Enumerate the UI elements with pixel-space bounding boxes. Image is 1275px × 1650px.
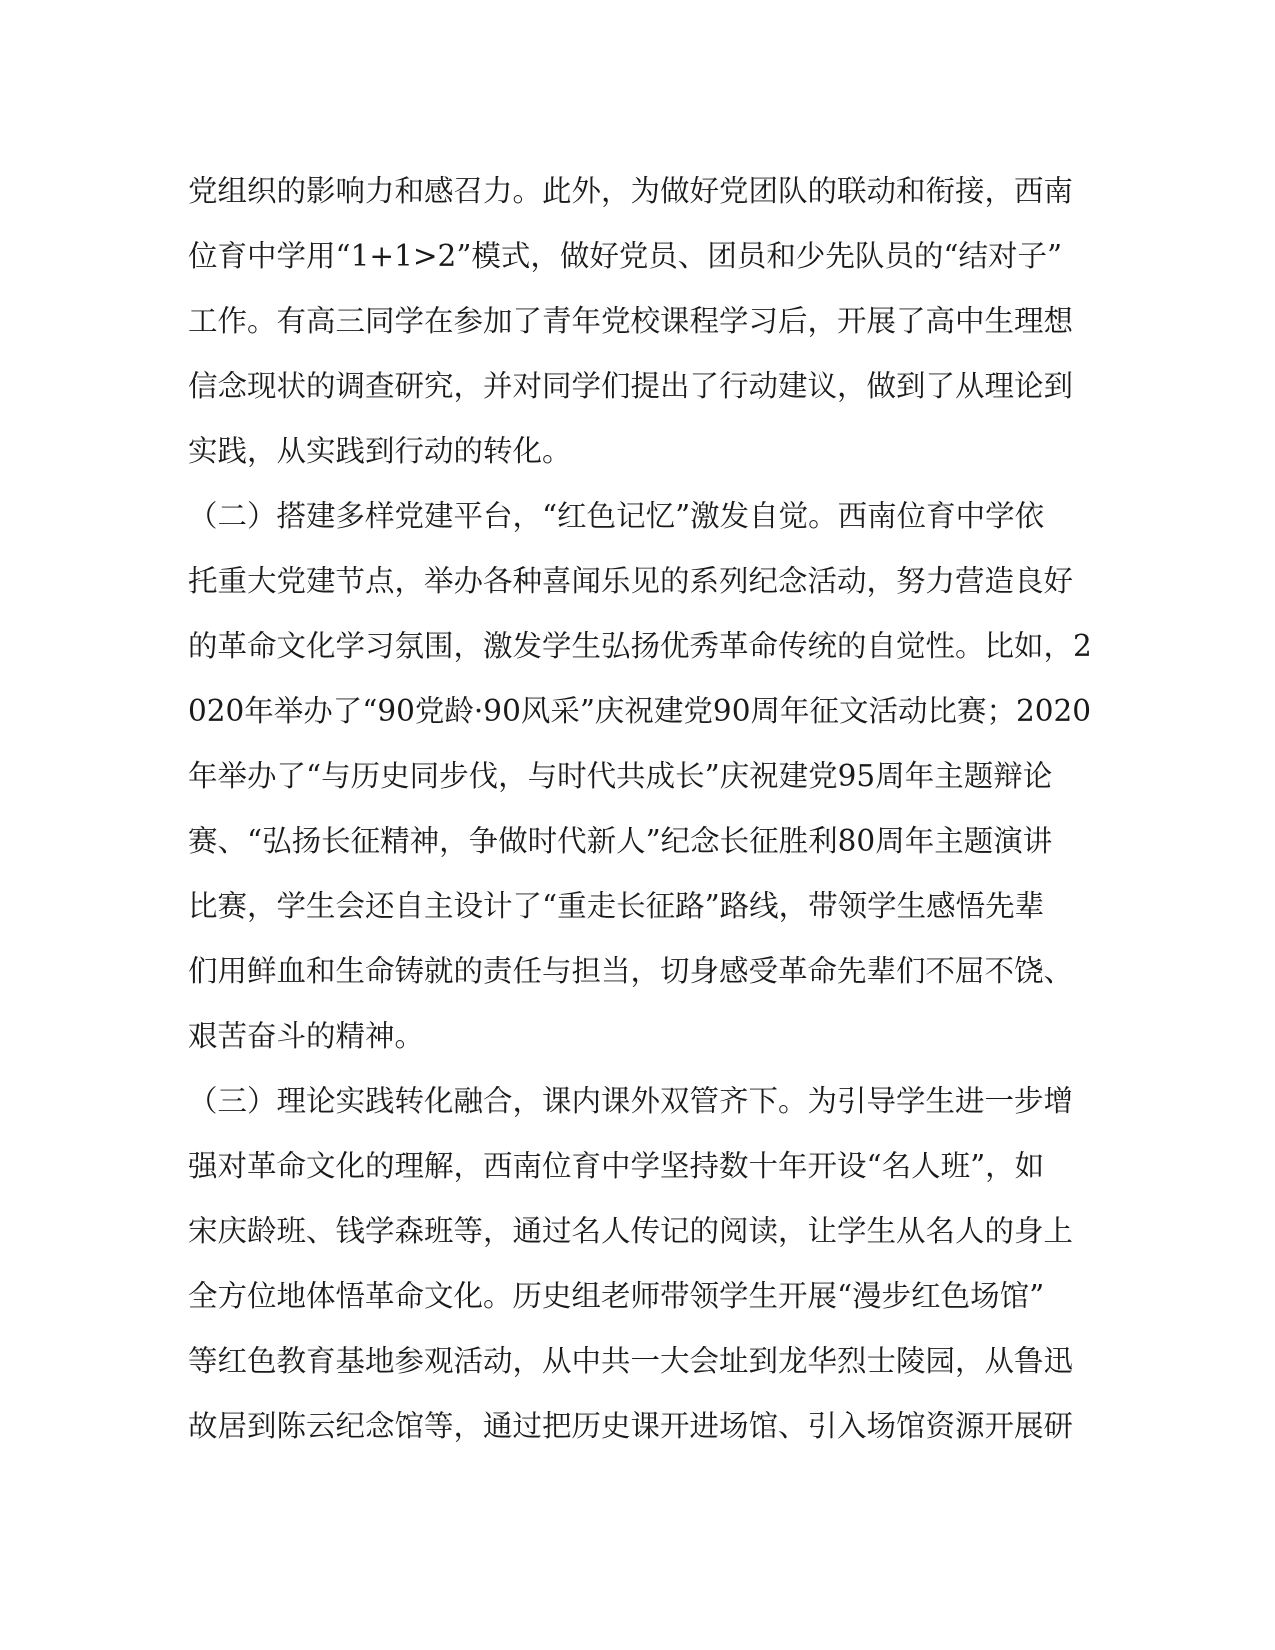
text-line: （三）理论实践转化融合，课内课外双管齐下。为引导学生进一步增 [188, 1084, 1074, 1118]
text-line: 托重大党建节点，举办各种喜闻乐见的系列纪念活动，努力营造良好 [188, 564, 1074, 598]
text-line: 实践，从实践到行动的转化。 [188, 434, 572, 468]
text-line: 强对革命文化的理解，西南位育中学坚持数十年开设“名人班”，如 [188, 1149, 1045, 1183]
text-line: （二）搭建多样党建平台，“红色记忆”激发自觉。西南位育中学依 [188, 499, 1045, 533]
text-line: 位育中学用“1+1>2”模式，做好党员、团员和少先队员的“结对子” [188, 239, 1063, 273]
text-line: 党组织的影响力和感召力。此外，为做好党团队的联动和衔接，西南 [188, 174, 1074, 208]
text-line: 信念现状的调查研究，并对同学们提出了行动建议，做到了从理论到 [188, 369, 1074, 403]
text-line: 020年举办了“90党龄·90风采”庆祝建党90周年征文活动比赛；2020 [188, 694, 1092, 728]
body-text [188, 159, 1092, 1459]
text-line: 等红色教育基地参观活动，从中共一大会址到龙华烈士陵园，从鲁迅 [188, 1344, 1074, 1378]
text-line: 全方位地体悟革命文化。历史组老师带领学生开展“漫步红色场馆” [188, 1279, 1045, 1313]
text-line: 年举办了“与历史同步伐，与时代共成长”庆祝建党95周年主题辩论 [188, 759, 1053, 793]
text-line: 们用鲜血和生命铸就的责任与担当，切身感受革命先辈们不屈不饶、 [188, 954, 1074, 988]
text-line: 艰苦奋斗的精神。 [188, 1019, 425, 1053]
text-line: 比赛，学生会还自主设计了“重走长征路”路线，带领学生感悟先辈 [188, 889, 1045, 923]
text-line: 赛、“弘扬长征精神，争做时代新人”纪念长征胜利80周年主题演讲 [188, 824, 1053, 858]
text-line: 工作。有高三同学在参加了青年党校课程学习后，开展了高中生理想 [188, 304, 1074, 338]
text-line: 故居到陈云纪念馆等，通过把历史课开进场馆、引入场馆资源开展研 [188, 1409, 1074, 1443]
text-line: 宋庆龄班、钱学森班等，通过名人传记的阅读，让学生从名人的身上 [188, 1214, 1074, 1248]
text-line: 的革命文化学习氛围，激发学生弘扬优秀革命传统的自觉性。比如，2 [188, 629, 1092, 663]
